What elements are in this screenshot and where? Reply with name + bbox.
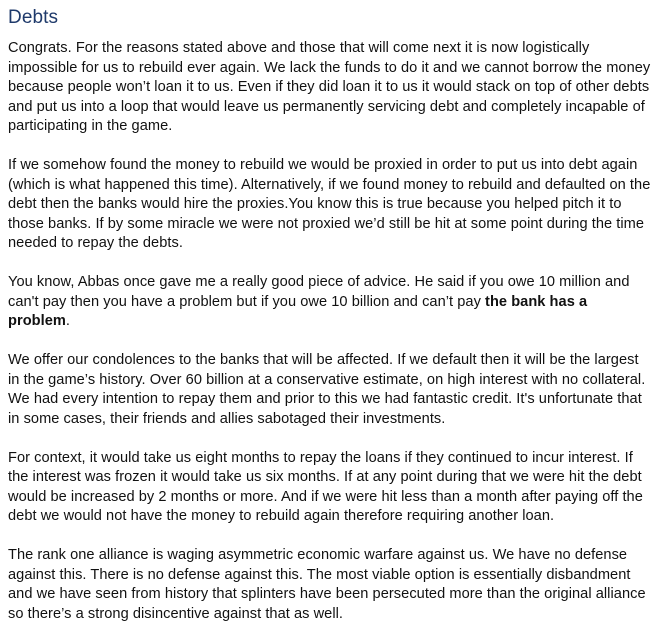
paragraph-3-text-after: . <box>65 313 71 329</box>
paragraph-3-bold-text: the bank has a problem <box>8 293 588 329</box>
paragraph-1: Congrats. For the reasons stated above and those that will come next it is now logistically impossible for us to rebuild ever again. We lack the funds to do it and we cannot borrow the money because people won’t loan it to us. Even if they did loan it to us it would stack on top of other debts and put us into a loop that would leave us permanently servicing debt and completely incapable of participating in the game. <box>8 40 651 134</box>
paragraph-4: We offer our condolences to the banks that will be affected. If we default then it will be the largest in the game’s history. Over 60 billion at a conservative estimate, on high interest with no collateral. We had every intention to repay them and prior to this we had fantastic credit. It's unfortunate that in some cases, their friends and allies sabotaged their investments. <box>8 352 646 427</box>
paragraph-3-text-before: You know, Abbas once gave me a really good piece of advice. He said if you owe 10 million and can't pay then you have a problem but if you owe 10 billion and can’t pay <box>8 274 630 310</box>
paragraph-6: The rank one alliance is waging asymmetric economic warfare against us. We have no defense against this. There is no defense against this. The most viable option is essentially disbandment and we have seen from history that splinters have been persecuted more than the original alliance so there’s a strong disincentive against that as well. <box>8 547 646 622</box>
section-heading: Debts <box>8 7 59 28</box>
paragraph-3 <box>8 273 652 332</box>
paragraph-2: If we somehow found the money to rebuild we would be proxied in order to put us into debt again (which is what happened this time). Alternatively, if we found money to rebuild and defaulted on the debt then the banks would hire the proxies.You know this is true because you helped pitch it to those banks. If by some miracle we were not proxied we’d still be hit at some point during the time needed to repay the debts. <box>8 157 651 251</box>
paragraph-5: For context, it would take us eight months to repay the loans if they continued to incur interest. If the interest was frozen it would take us six months. If at any point during that we were hit the debt would be increased by 2 months or more. And if we were hit less than a month after paying off the debt we would not have the money to rebuild again therefore requiring another loan. <box>8 449 643 524</box>
